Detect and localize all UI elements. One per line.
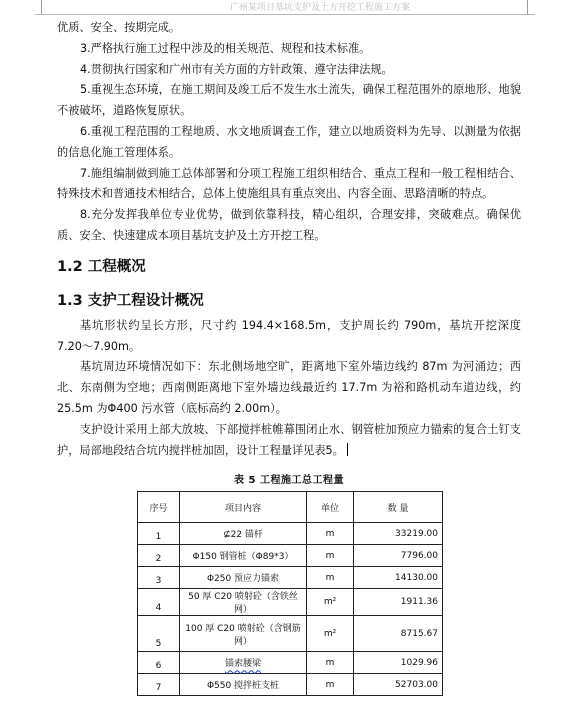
cell-no: 1 (138, 523, 180, 545)
table-row (138, 545, 443, 567)
cell-qty: 52703.00 (354, 674, 443, 696)
cell-unit: m (307, 652, 354, 674)
cell-qty: 7796.00 (354, 545, 443, 567)
paragraph-item-7[interactable]: 7.施组编制做到施工总体部署和分项工程施工组织相结合、重点工程和一般工程相结合、特殊技术和普通技术相结合，总体上使施组具有重点突出、内容全面、思路清晰的特点。 (57, 166, 521, 201)
table-row (138, 674, 443, 696)
cell-unit: m (307, 545, 354, 567)
cell-qty: 33219.00 (354, 523, 443, 545)
support-design-text: 支护设计采用上部大放坡、下部搅拌桩帷幕围闭止水、钢管桩加预应力锚索的复合土钉支护，局部地段结合坑内搅拌桩加固，设计工程量详见表5。 (57, 422, 521, 457)
quantities-table (137, 491, 443, 696)
cell-unit: m (307, 674, 354, 696)
paragraph-item-5[interactable]: 5.重视生态环境，在施工期间及竣工后不发生水土流失，确保工程范围外的原地形、地貌不被破坏，道路恢复原状。 (57, 83, 521, 118)
cell-no: 4 (138, 589, 180, 616)
table-row (138, 616, 443, 652)
paragraph-item-3[interactable]: 3.严格执行施工过程中涉及的相关规范、规程和技术标准。 (80, 41, 371, 55)
table-row (138, 589, 443, 616)
cell-item: Φ150 钢管桩（Φ89*3） (180, 545, 307, 567)
cell-qty: 1029.96 (354, 652, 443, 674)
cell-no: 5 (138, 616, 180, 652)
section-heading-1-2[interactable]: 1.2 工程概况 (57, 258, 146, 275)
paragraph-item-8[interactable]: 8.充分发挥我单位专业优势，做到依靠科技，精心组织，合理安排，突破难点。确保优质、安全、快速建成本项目基坑支护及土方开挖工程。 (57, 208, 521, 242)
col-header-unit: 单位 (307, 492, 354, 523)
cell-item: 50 厚 C20 喷射砼（含铁丝网） (180, 589, 307, 616)
cell-qty: 1911.36 (354, 589, 443, 616)
cell-item-text: 锚索腰梁 (224, 659, 261, 670)
cell-unit: m² (307, 589, 354, 616)
paragraph-surroundings[interactable]: 基坑周边环境情况如下：东北侧场地空旷，距离地下室外墙边线约 87m 为河涌边；西北、东南侧为空地；西南侧距离地下室外墙边线最近约 17.7m 为裕和路机动车道边线，约 25.5m 为Φ400 污水管（底标高约 2.00m）。 (57, 360, 521, 415)
cell-item: ⊈22 锚杆 (180, 523, 307, 545)
section-heading-1-3[interactable]: 1.3 支护工程设计概况 (57, 292, 204, 309)
table-row (138, 523, 443, 545)
text-cursor (347, 443, 348, 456)
document-body (57, 18, 521, 696)
paragraph-support-design[interactable] (57, 420, 521, 462)
cell-item: Φ250 预应力锚索 (180, 567, 307, 589)
cell-item: 100 厚 C20 喷射砼（含钢筋网） (180, 616, 307, 652)
table-row (138, 567, 443, 589)
table-header-row (138, 492, 443, 523)
paragraph-pit-shape[interactable]: 基坑形状约呈长方形，尺寸约 194.4×168.5m，支护周长约 790m，基坑开挖深度 7.20～7.90m。 (57, 318, 521, 353)
paragraph-continued[interactable]: 优质、安全、按期完成。 (57, 21, 181, 34)
col-header-qty: 数 量 (354, 492, 443, 523)
cell-qty: 8715.67 (354, 616, 443, 652)
col-header-item: 项目内容 (180, 492, 307, 523)
cell-item (180, 652, 307, 674)
table-row (138, 652, 443, 674)
cell-item: Φ550 搅拌桩支桩 (180, 674, 307, 696)
cell-qty: 14130.00 (354, 567, 443, 589)
cell-no: 3 (138, 567, 180, 589)
page-header-text: 广州某项目基坑支护及土方开挖工程施工方案 (230, 3, 411, 13)
cell-unit: m² (307, 616, 354, 652)
paragraph-item-4[interactable]: 4.贯彻执行国家和广州市有关方面的方针政策、遵守法律法规。 (80, 62, 393, 76)
paragraph-item-6[interactable]: 6.重视工程范围的工程地质、水文地质调查工作，建立以地质资料为先导、以测量为依据的信息化施工管理体系。 (57, 124, 521, 159)
cell-unit: m (307, 523, 354, 545)
page-corner-right (527, 0, 528, 14)
cell-unit: m (307, 567, 354, 589)
header-rule (35, 14, 535, 15)
cell-no: 6 (138, 652, 180, 674)
cell-no: 2 (138, 545, 180, 567)
col-header-no: 序号 (138, 492, 180, 523)
cell-no: 7 (138, 674, 180, 696)
page-corner-left (41, 0, 42, 14)
table-caption: 表 5 工程施工总工程量 (234, 475, 344, 487)
